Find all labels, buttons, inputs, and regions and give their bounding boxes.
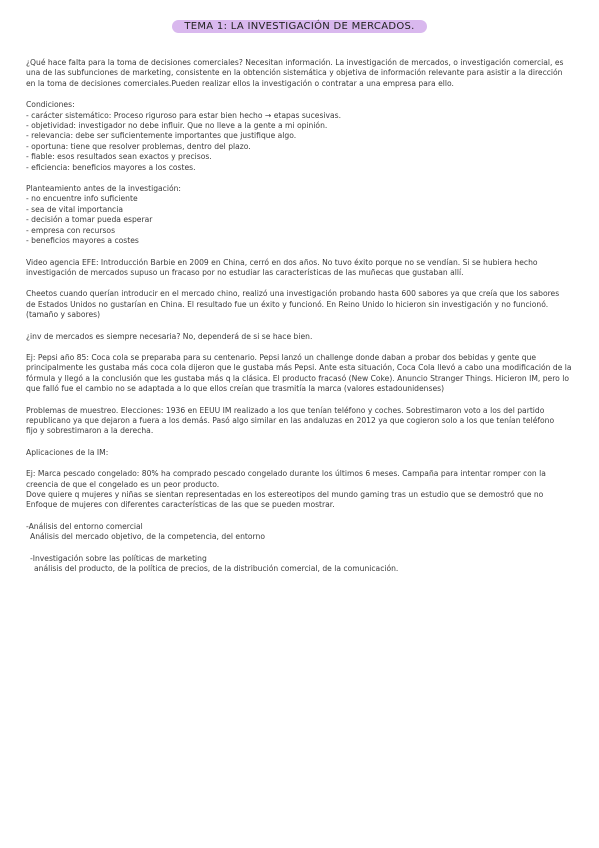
pepsi-line: fórmula y llegó a la conclusión que les gustaba más q la clásica. El producto fracasó (New Coke). Anuncio Stranger Things. Hicieron IM, pero lo [26,373,569,383]
planteamiento-item: - empresa con recursos [26,225,116,235]
pepsi-line: que falló fue el cambio no se adaptada a lo que ellos creían que trasmitía la marca (valores estadounidenses) [26,384,445,394]
cheetos-line: de Estados Unidos no gustarían en China. El resultado fue un éxito y funcionó. En Reino Unido lo hicieron sin investigación y no funcionó. [26,299,549,309]
politicas-detail: análisis del producto, de la política de precios, de la distribución comercial, de la comunicación. [34,564,399,574]
analisis-heading: -Análisis del entorno comercial [26,521,143,531]
marca-line: Enfoque de mujeres con diferentes características de las que se pueden mostrar. [26,500,335,510]
condiciones-item: - eficiencia: beneficios mayores a los costes. [26,162,196,172]
barbie-line: Video agencia EFE: Introducción Barbie en 2009 en China, cerró en dos años. No tuvo éxito porque no se vendían. Si se hubiera hecho [26,257,538,267]
pepsi-line: principalmente les gustaba más coca cola dijeron que le gustaba más Pepsi. Ante esta situación, Coca Cola llevó a cabo una modificación de la [26,363,572,373]
condiciones-section [26,100,574,173]
pepsi-line: Ej: Pepsi año 85: Coca cola se preparaba para su centenario. Pepsi lanzó un challenge donde daban a probar dos bebidas y gente que [26,352,537,362]
cheetos-paragraph [26,289,574,320]
title-wrap [0,14,599,33]
pepsi-paragraph [26,353,574,395]
cheetos-line: Cheetos cuando querían introducir en el mercado chino, realizó una investigación probando hasta 600 sabores ya que creía que los sabores [26,289,560,299]
intro-paragraph [26,58,574,89]
problemas-paragraph [26,406,574,437]
intro-line: ¿Qué hace falta para la toma de decisiones comerciales? Necesitan información. La investigación de mercados, o investigación comercial, es [26,58,564,67]
condiciones-item: - carácter sistemático: Proceso riguroso para estar bien hecho → etapas sucesivas. [26,110,342,120]
marca-line: Dove quiere q mujeres y niñas se sientan representadas en los estereotipos del mundo gaming tras un estudio que se demostró que no [26,490,544,499]
marca-paragraph [26,469,574,511]
planteamiento-item: - beneficios mayores a costes [26,236,139,246]
problemas-line: republicano ya que dejaron a fuera a los demás. Pasó algo similar en las andaluzas en 2012 ya que cogieron solo a los que tenían teléfono [26,415,555,425]
document-title: TEMA 1: LA INVESTIGACIÓN DE MERCADOS. [172,20,426,33]
condiciones-item: - fiable: esos resultados sean exactos y precisos. [26,152,212,162]
analisis-section [26,522,574,543]
intro-line: una de las subfunciones de marketing, consistente en la obtención sistemática y objetiva de información relevante para asistir a la dirección [26,68,563,78]
marca-line: creencia de que el congelado es un peor producto. [26,479,220,489]
politicas-heading: -Investigación sobre las políticas de marketing [30,553,207,563]
planteamiento-section [26,184,574,246]
condiciones-item: - oportuna: tiene que resolver problemas, dentro del plazo. [26,141,251,151]
aplicaciones-section [26,448,574,458]
condiciones-item: - relevancia: debe ser suficientemente importantes que justifique algo. [26,131,297,141]
barbie-paragraph [26,258,574,279]
politicas-section [26,554,574,575]
document-body [26,58,574,585]
condiciones-item: - objetividad: investigador no debe influir. Que no lleve a la gente a mi opinión. [26,121,328,131]
pregunta-line: ¿inv de mercados es siempre necesaria? No, dependerá de si se hace bien. [26,331,313,341]
aplicaciones-heading: Aplicaciones de la IM: [26,447,109,457]
condiciones-heading: Condiciones: [26,100,75,110]
intro-line: en la toma de decisiones comerciales.Pueden realizar ellos la investigación o contratar a una empresa para ello. [26,78,454,88]
pregunta-paragraph [26,332,574,342]
problemas-line: Problemas de muestreo. Elecciones: 1936 en EEUU IM realizado a los que tenían teléfono y coches. Sobrestimaron voto a los del partido [26,405,545,415]
planteamiento-item: - sea de vital importancia [26,204,123,214]
planteamiento-item: - no encuentre info suficiente [26,194,138,204]
problemas-line: fijo y sobrestimaron a la derecha. [26,426,154,436]
planteamiento-heading: Planteamiento antes de la investigación: [26,184,181,194]
barbie-line: investigación de mercados supuso un fracaso por no estudiar las características de las muñecas que gustaban allí. [26,267,464,277]
analisis-detail: Análisis del mercado objetivo, de la competencia, del entorno [30,532,265,542]
marca-line: Ej: Marca pescado congelado: 80% ha comprado pescado congelado durante los últimos 6 meses. Campaña para intentar romper con la [26,469,546,479]
planteamiento-item: - decisión a tomar pueda esperar [26,215,153,225]
cheetos-line: (tamaño y sabores) [26,310,101,320]
